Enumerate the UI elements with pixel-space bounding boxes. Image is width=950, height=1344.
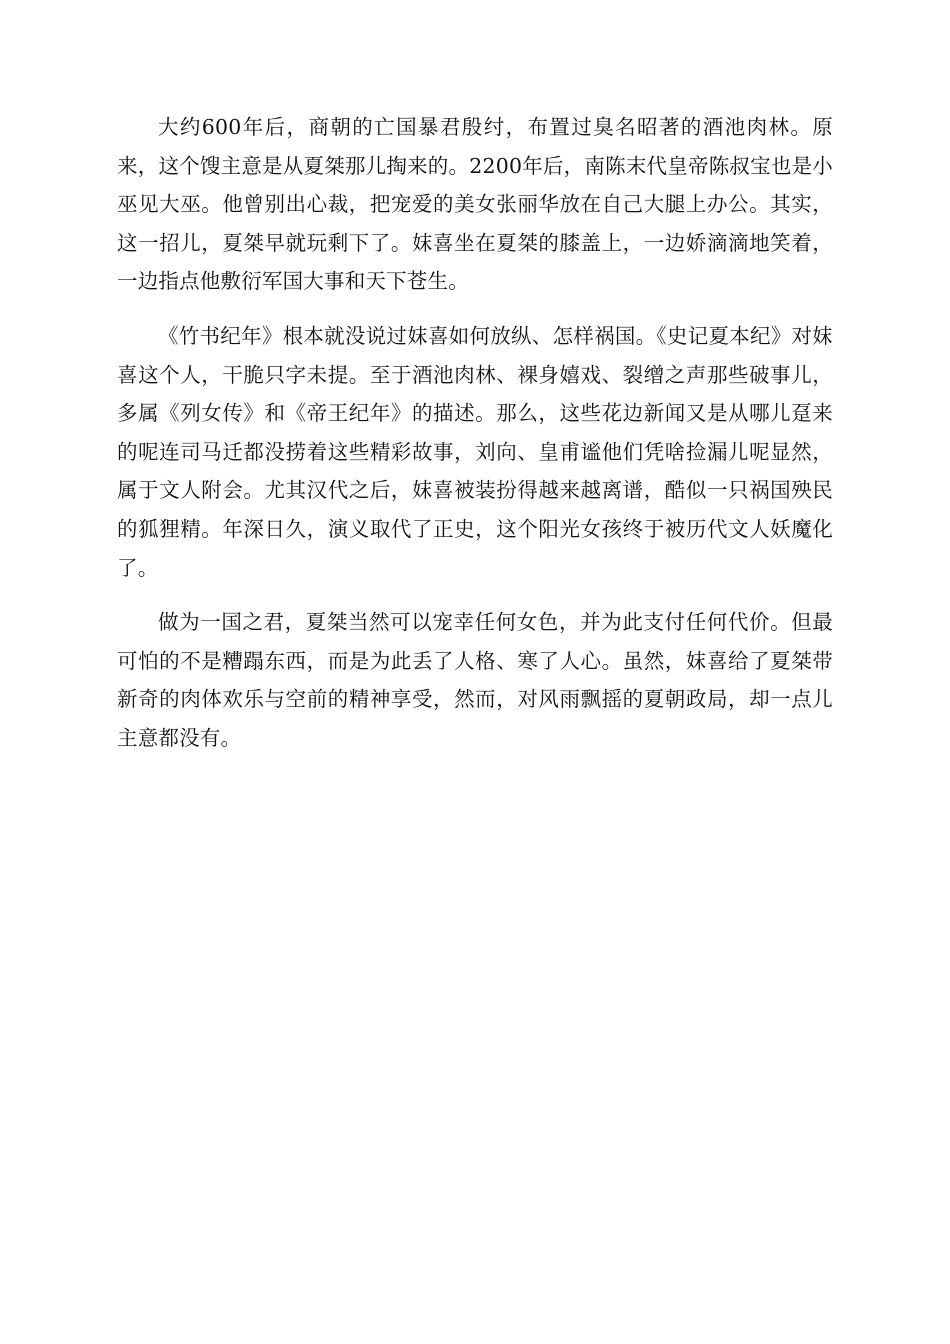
document-body (117, 108, 833, 774)
paragraph-1: 大约600年后，商朝的亡国暴君殷纣，布置过臭名昭著的酒池肉林。原来，这个馊主意是从夏桀那儿掏来的。2200年后，南陈末代皇帝陈叔宝也是小巫见大巫。他曾别出心裁，把宠爱的美女张丽华放在自己大腿上办公。其实，这一招儿，夏桀早就玩剩下了。妺喜坐在夏桀的膝盖上，一边娇滴滴地笑着，一边指点他敷衍军国大事和天下苍生。 (117, 115, 833, 294)
paragraph-2: 《竹书纪年》根本就没说过妺喜如何放纵、怎样祸国。《史记夏本纪》对妺喜这个人，干脆只字未提。至于酒池肉林、裸身嬉戏、裂缯之声那些破事儿，多属《列女传》和《帝王纪年》的描述。那么，这些花边新闻又是从哪儿趸来的呢连司马迁都没捞着这些精彩故事，刘向、皇甫谧他们凭啥捡漏儿呢显然，属于文人附会。尤其汉代之后，妺喜被装扮得越来越离谱，酷似一只祸国殃民的狐狸精。年深日久，演义取代了正史，这个阳光女孩终于被历代文人妖魔化了。 (117, 323, 833, 580)
paragraph-3: 做为一国之君，夏桀当然可以宠幸任何女色，并为此支付任何代价。但最可怕的不是糟蹋东西，而是为此丢了人格、寒了人心。虽然，妺喜给了夏桀带新奇的肉体欢乐与空前的精神享受，然而，对风雨飘摇的夏朝政局，却一点儿主意都没有。 (117, 610, 833, 750)
